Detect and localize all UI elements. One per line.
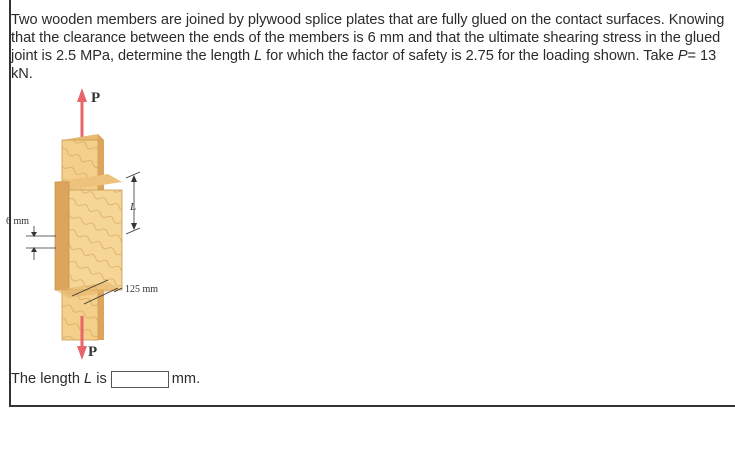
problem-segment: L bbox=[254, 48, 263, 64]
answer-variable: L bbox=[84, 371, 93, 387]
answer-row bbox=[11, 370, 200, 388]
splice-plate bbox=[55, 174, 122, 298]
problem-segment: for which the factor of safety is 2.75 for the loading shown. Take bbox=[262, 48, 678, 64]
problem-segment: P bbox=[677, 48, 688, 64]
length-answer-input[interactable] bbox=[111, 371, 169, 388]
top-load-label: P bbox=[91, 90, 101, 106]
splice-joint-figure bbox=[0, 82, 200, 367]
length-label: L bbox=[130, 201, 137, 213]
problem-segment: = 13 kN. bbox=[11, 48, 717, 82]
answer-prefix: The length bbox=[11, 371, 85, 387]
top-load-arrow bbox=[77, 88, 87, 142]
problem-statement bbox=[11, 11, 727, 83]
width-label: 125 mm bbox=[125, 284, 159, 295]
problem-segment: Two wooden members are joined by plywood splice plates that are fully glued on the contact surfaces. Knowing that the clearance between the ends of the members is 6 mm and that the ultimate shearing stress in the glued joint is 2.5 MPa, determine the length bbox=[11, 12, 725, 64]
gap-label: 6 mm bbox=[6, 216, 30, 227]
answer-unit: mm. bbox=[171, 371, 201, 387]
gap-dimension bbox=[26, 226, 56, 260]
answer-middle: is bbox=[92, 371, 107, 387]
bottom-load-label: P bbox=[88, 344, 98, 360]
